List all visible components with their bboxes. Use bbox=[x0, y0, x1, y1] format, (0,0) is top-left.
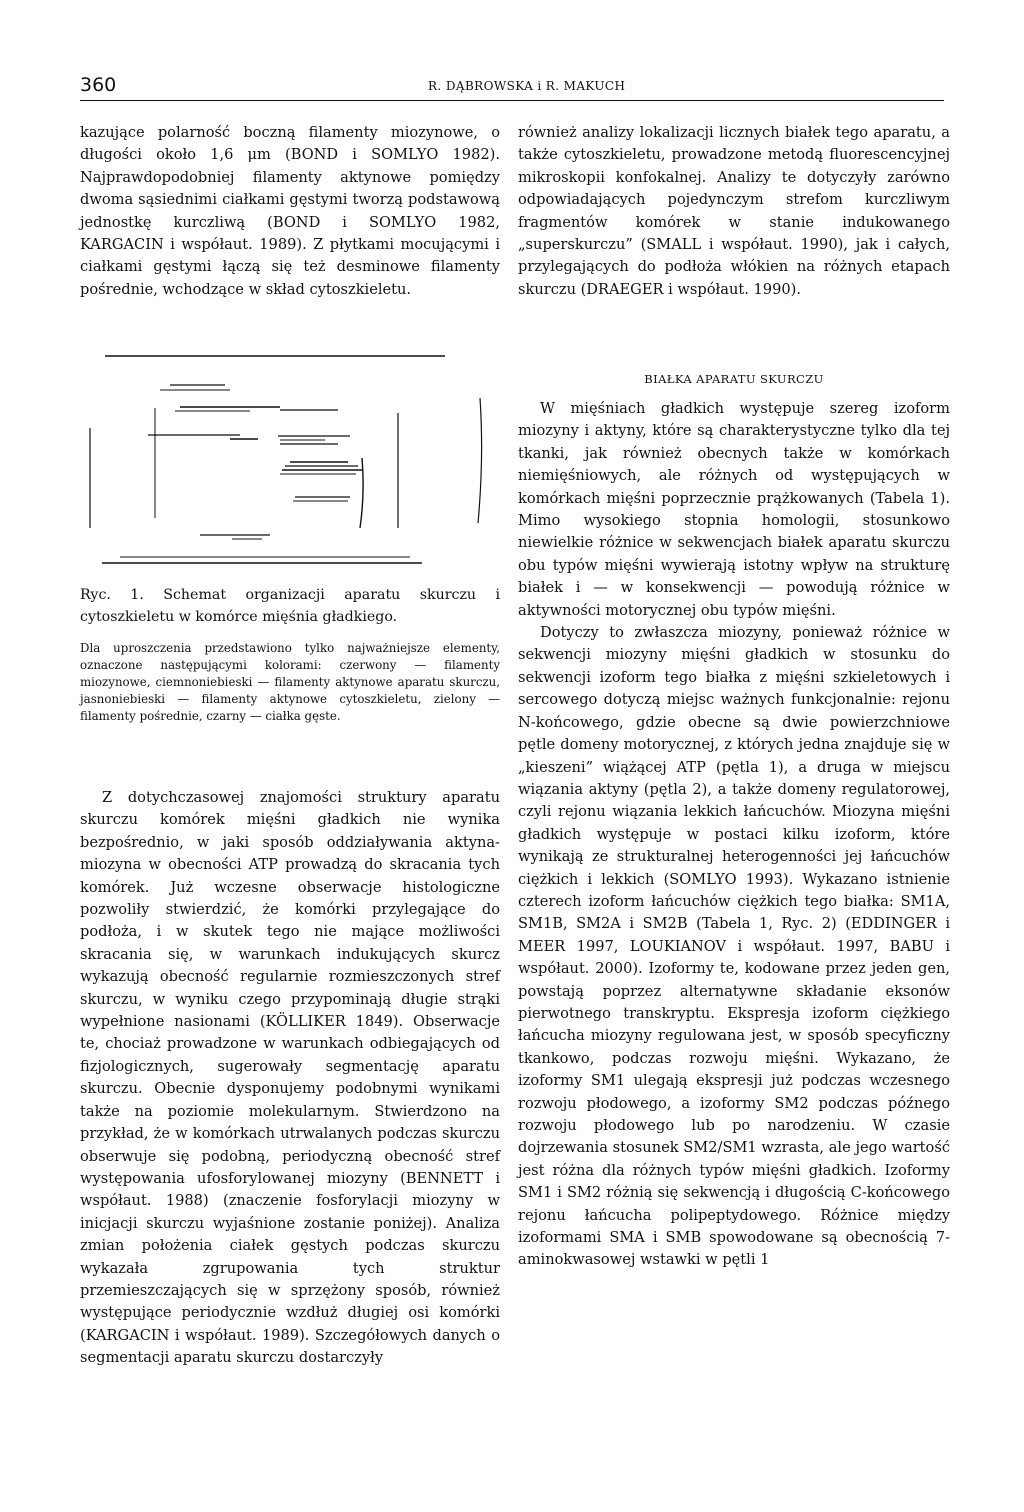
figure-1-schematic bbox=[80, 348, 500, 583]
left-main-paragraph: Z dotychczasowej znajomości struktury aparatu skurczu komórek mięśni gładkich nie wynika bezpośrednio, w jaki sposób oddziaływania aktyna-miozyna w obecności ATP prowadzą do skracania tych komórek. Już wczesne obserwacje histologiczne pozwoliły stwierdzić, że komórki przylegające do podłoża, i w skutek tego nie mające możliwości skracania się, w warunkach indukujących skurcz wykazują obecność regularnie rozmieszczonych stref skurczu, w wyniku czego przypominają długie strąki wypełnione nasionami (KÖLLIKER 1849). Obserwacje te, chociaż prowadzone w warunkach odbiegających od fizjologicznych, sugerowały segmentację aparatu skurczu. Obecnie dysponujemy podobnymi wynikami także na poziomie molekularnym. Stwierdzono na przykład, że w komórkach utrwalanych podczas skurczu obserwuje się podobną, periodyczną obecność stref występowania ufosforylowanej miozyny (BENNETT i współaut. 1988) (znaczenie fosforylacji miozyny w inicjacji skurczu wyjaśnione zostanie poniżej). Analiza zmian położenia ciałek gęstych podczas skurczu wykazała zgrupowania tych struktur przemieszczających się w sprzężony sposób, również występujące periodycznie wzdłuż długiej osi komórki (KARGACIN i współaut. 1989). Szczegółowych danych o segmentacji aparatu skurczu dostarczyły bbox=[80, 789, 500, 1367]
smooth-muscle-schematic bbox=[80, 348, 500, 583]
figure-caption bbox=[80, 585, 500, 725]
left-column-top bbox=[80, 122, 500, 301]
right-column-main bbox=[518, 398, 950, 1272]
page-number: 360 bbox=[80, 74, 117, 96]
cell-edge-right bbox=[478, 398, 482, 523]
page-header bbox=[80, 74, 944, 102]
left-column-main bbox=[80, 787, 500, 1370]
right-column-top bbox=[518, 122, 950, 301]
header-rule bbox=[80, 100, 944, 101]
caption-title: Ryc. 1. Schemat organizacji aparatu skurczu i cytoszkieletu w komórce mięśnia gładkiego. bbox=[80, 587, 500, 625]
right-paragraph-2: Dotyczy to zwłaszcza miozyny, ponieważ różnice w sekwencji miozyny mięśni gładkich w stosunku do sekwencji izoform tego białka z mięśni szkieletowych i sercowego dotyczą miejsc ważnych funkcjonalnie: rejonu N-końcowego, gdzie obecne są dwie powierzchniowe pętle domeny motorycznej, z których jedna znajduje się w „kieszeni” wiążącej ATP (pętla 1), a druga w miejscu wiązania aktyny (pętla 2), a także domeny regulatorowej, czyli rejonu wiązania lekkich łańcuchów. Miozyna mięśni gładkich występuje w postaci kilku izoform, które wynikają ze strukturalnej heterogenności jej łańcuchów ciężkich i lekkich (SOMLYO 1993). Wykazano istnienie czterech izoform łańcuchów ciężkich tego białka: SM1A, SM1B, SM2A i SM2B (Tabela 1, Ryc. 2) (EDDINGER i MEER 1997, LOUKIANOV i współaut. 1997, BABU i współaut. 2000). Izoformy te, kodowane przez jeden gen, powstają poprzez alternatywne składanie eksonów pierwotnego transkryptu. Ekspresja izoform ciężkiego łańcucha miozyny regulowana jest, w sposób specyficzny tkankowo, podczas rozwoju mięśni. Wykazano, że izoformy SM1 ulegają ekspresji już podczas wczesnego rozwoju płodowego, a izoformy SM2 podczas późnego rozwoju płodowego lub po narodzeniu. W czasie dojrzewania stosunek SM2/SM1 wzrasta, ale jego wartość jest różna dla różnych typów mięśni gładkich. Izoformy SM1 i SM2 różnią się sekwencją i długością C-końcowego rejonu łańcucha polipeptydowego. Różnice między izoformami SMA i SMB spowodowane są obecnością 7-aminokwasowej wstawki w pętli 1 bbox=[518, 624, 950, 1269]
section-title: BIAŁKA APARATU SKURCZU bbox=[644, 372, 824, 386]
right-paragraph-1: W mięśniach gładkich występuje szereg izoform miozyny i aktyny, które są charakterystyczne tylko dla tej tkanki, jak również obecnych także w komórkach niemięśniowych, ale różnych od występujących w komórkach mięśni poprzecznie prążkowanych (Tabela 1). Mimo wysokiego stopnia homologii, stosunkowo niewielkie różnice w sekwencjach białek aparatu skurczu obu typów mięśni wywierają istotny wpływ na strukturę białek i — w konsekwencji — powodują różnice w aktywności motorycznej obu typów mięśni. bbox=[518, 400, 950, 619]
caption-body: Dla uproszczenia przedstawiono tylko najważniejsze elementy, oznaczone następującymi kolorami: czerwony — filamenty miozynowe, ciemnoniebieski — filamenty aktynowe aparatu skurczu, jasnoniebieski — filamenty aktynowe cytoszkieletu, zielony — filamenty pośrednie, czarny — ciałka gęste. bbox=[80, 641, 500, 723]
running-head: R. DĄBROWSKA i R. MAKUCH bbox=[428, 79, 626, 93]
right-top-paragraph: również analizy lokalizacji licznych białek tego aparatu, a także cytoszkieletu, prowadzone metodą fluorescencyjnej mikroskopii konfokalnej. Analizy te dotyczyły zarówno odpowiadających pojedynczym strefom kurczliwym fragmentów komórek w stanie indukowanego „superskurczu” (SMALL i współaut. 1990), jak i całych, przylegających do podłoża włókien na różnych etapach skurczu (DRAEGER i współaut. 1990). bbox=[518, 124, 950, 298]
dense-body-curve bbox=[360, 458, 363, 528]
left-top-paragraph: kazujące polarność boczną filamenty miozynowe, o długości około 1,6 μm (BOND i SOMLYO 1982). Najprawdopodobniej filamenty aktynowe pomiędzy dwoma sąsiednimi ciałkami gęstymi tworzą podstawową jednostkę kurczliwą (BOND i SOMLYO 1982, KARGACIN i współaut. 1989). Z płytkami mocującymi i ciałkami gęstymi łączą się też desminowe filamenty pośrednie, wchodzące w skład cytoszkieletu. bbox=[80, 124, 500, 298]
